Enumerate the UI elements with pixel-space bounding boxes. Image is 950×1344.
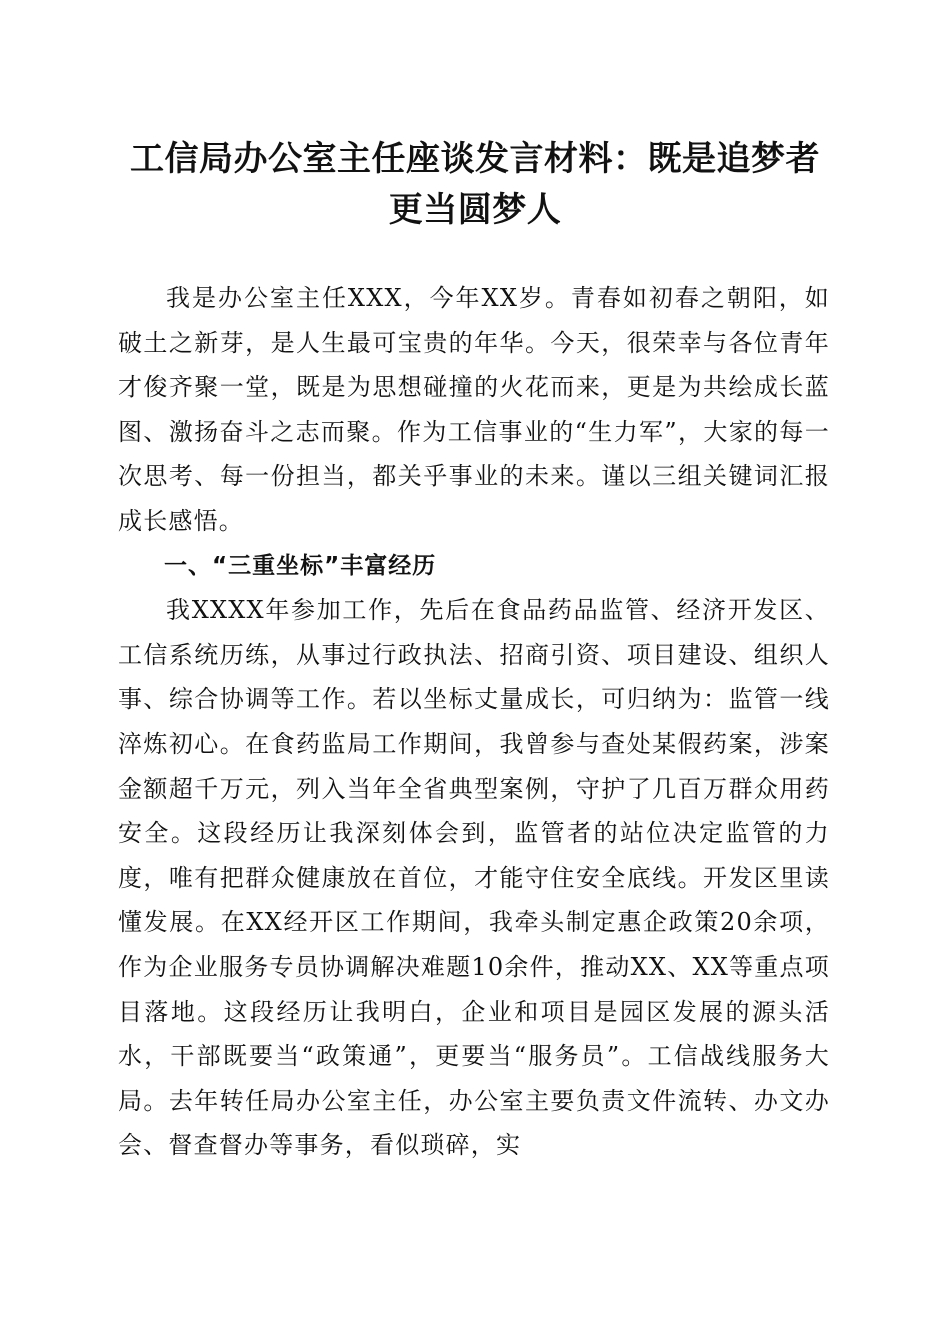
paragraph-intro: 我是办公室主任XXX，今年XX岁。青春如初春之朝阳，如破土之新芽，是人生最可宝贵的年华。今天，很荣幸与各位青年才俊齐聚一堂，既是为思想碰撞的火花而来，更是为共绘成长蓝图、激扬奋斗之志而聚。作为工信事业的“生力军”，大家的每一次思考、每一份担当，都关乎事业的未来。谨以三组关键词汇报成长感悟。: [118, 284, 830, 535]
document-title: [100, 134, 850, 236]
title-line-1: 工信局办公室主任座谈发言材料：既是追梦者: [130, 139, 820, 179]
document-body: [118, 276, 830, 1168]
section-heading-1: 一、“三重坐标”丰富经历: [164, 552, 437, 579]
paragraph-experience: 我XXXX年参加工作，先后在食品药品监管、经济开发区、工信系统历练，从事过行政执法、招商引资、项目建设、组织人事、综合协调等工作。若以坐标丈量成长，可归纳为：监管一线淬炼初心。在食药监局工作期间，我曾参与查处某假药案，涉案金额超千万元，列入当年全省典型案例，守护了几百万群众用药安全。这段经历让我深刻体会到，监管者的站位决定监管的力度，唯有把群众健康放在首位，才能守住安全底线。开发区里读懂发展。在XX经开区工作期间，我牵头制定惠企政策20余项，作为企业服务专员协调解决难题10余件，推动XX、XX等重点项目落地。这段经历让我明白，企业和项目是园区发展的源头活水，干部既要当“政策通”，更要当“服务员”。工信战线服务大局。去年转任局办公室主任，办公室主要负责文件流转、办文办会、督查督办等事务，看似琐碎，实: [118, 596, 830, 1160]
title-line-2: 更当圆梦人: [388, 190, 562, 230]
